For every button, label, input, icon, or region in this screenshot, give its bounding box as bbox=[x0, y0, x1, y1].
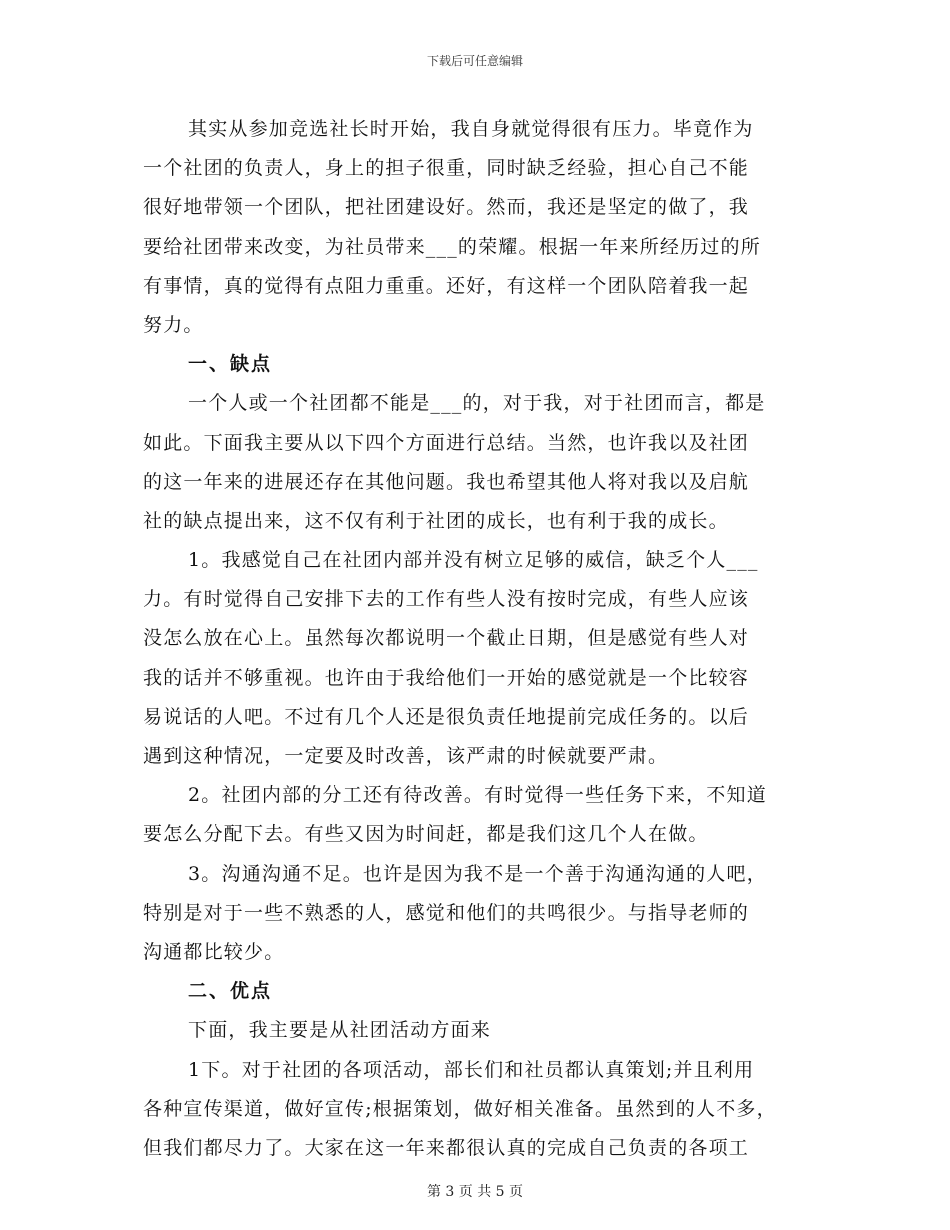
section-heading-strengths: 二、优点 bbox=[188, 980, 273, 1003]
paragraph-line: 易说话的人吧。不过有几个人还是很负责任地提前完成任务的。以后 bbox=[143, 705, 750, 728]
paragraph-line: 社的缺点提出来，这不仅有利于社团的成长，也有利于我的成长。 bbox=[143, 509, 729, 532]
paragraph-line: 2。社团内部的分工还有待改善。有时觉得一些任务下来，不知道 bbox=[188, 784, 767, 807]
paragraph-line: 没怎么放在心上。虽然每次都说明一个截止日期，但是感觉有些人对 bbox=[143, 627, 750, 650]
paragraph-line: 力。有时觉得自己安排下去的工作有些人没有按时完成，有些人应该 bbox=[143, 588, 750, 611]
paragraph-line: 但我们都尽力了。大家在这一年来都很认真的完成自己负责的各项工 bbox=[143, 1136, 750, 1159]
paragraph-line: 1下。对于社团的各项活动，部长们和社员都认真策划;并且利用 bbox=[188, 1058, 755, 1081]
paragraph-line: 努力。 bbox=[143, 313, 204, 336]
paragraph-line: 要给社团带来改变，为社员带来___的荣耀。根据一年来所经历过的所 bbox=[143, 235, 761, 258]
paragraph-line: 的这一年来的进展还存在其他问题。我也希望其他人将对我以及启航 bbox=[143, 470, 750, 493]
paragraph-line: 很好地带领一个团队，把社团建设好。然而，我还是坚定的做了，我 bbox=[143, 196, 750, 219]
document-body bbox=[143, 110, 808, 1168]
paragraph-line: 特别是对于一些不熟悉的人，感觉和他们的共鸣很少。与指导老师的 bbox=[143, 901, 750, 924]
paragraph-line: 我的话并不够重视。也许由于我给他们一开始的感觉就是一个比较容 bbox=[143, 666, 750, 689]
paragraph-line: 遇到这种情况，一定要及时改善，该严肃的时候就要严肃。 bbox=[143, 745, 669, 767]
paragraph-line: 沟通都比较少。 bbox=[143, 940, 285, 963]
paragraph-line: 下面，我主要是从社团活动方面来 bbox=[188, 1019, 492, 1042]
paragraph-line: 3。沟通沟通不足。也许是因为我不是一个善于沟通沟通的人吧， bbox=[188, 862, 767, 885]
paragraph-line: 要怎么分配下去。有些又因为时间赶，都是我们这几个人在做。 bbox=[143, 823, 709, 846]
page-footer: 第 3 页 共 5 页 bbox=[426, 1184, 524, 1200]
paragraph-line: 如此。下面我主要从以下四个方面进行总结。当然，也许我以及社团 bbox=[143, 431, 750, 454]
page-header: 下载后可任意编辑 bbox=[426, 54, 523, 68]
section-heading-weaknesses: 一、缺点 bbox=[188, 353, 273, 376]
paragraph-line: 一个人或一个社团都不能是___的，对于我，对于社团而言，都是 bbox=[188, 392, 766, 415]
paragraph-line: 其实从参加竞选社长时开始，我自身就觉得很有压力。毕竟作为 bbox=[188, 118, 754, 140]
paragraph-line: 1。我感觉自己在社团内部并没有树立足够的威信，缺乏个人___ bbox=[188, 549, 759, 572]
paragraph-line: 各种宣传渠道，做好宣传;根据策划，做好相关准备。虽然到的人不多， bbox=[143, 1097, 777, 1120]
paragraph-line: 有事情，真的觉得有点阻力重重。还好，有这样一个团队陪着我一起 bbox=[143, 274, 750, 297]
paragraph-line: 一个社团的负责人，身上的担子很重，同时缺乏经验，担心自己不能 bbox=[143, 157, 750, 180]
